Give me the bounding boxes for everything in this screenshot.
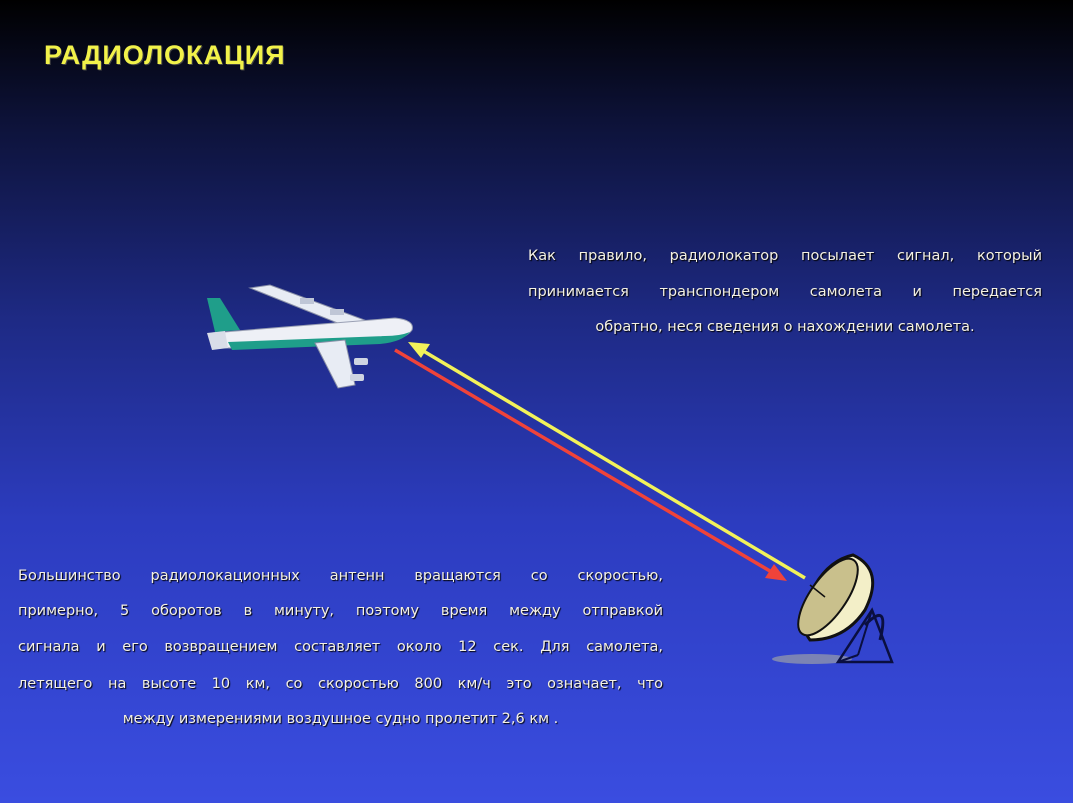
radar-antenna-illustration — [772, 550, 892, 664]
text-line: между измерениями воздушное судно пролетит 2,6 км . — [122, 711, 559, 727]
text-line: сигнала и его возвращением составляет около 12 сек. Для самолета, — [18, 639, 663, 655]
return-signal-arrow — [408, 342, 805, 578]
text-line: Большинство радиолокационных антенн вращаются со скоростью, — [18, 568, 663, 584]
slide-title: РАДИОЛОКАЦИЯ — [44, 40, 286, 70]
text-line: Как правило, радиолокатор посылает сигнал, который — [528, 248, 1042, 264]
outgoing-signal-arrow — [395, 350, 787, 581]
airplane-illustration — [207, 285, 412, 388]
text-line: принимается транспондером самолета и передается — [528, 284, 1042, 300]
text-line: примерно, 5 оборотов в минуту, поэтому время между отправкой — [18, 603, 663, 619]
text-line: обратно, неся сведения о нахождении самолета. — [595, 319, 975, 335]
text-line: летящего на высоте 10 км, со скоростью 800 км/ч это означает, что — [18, 676, 663, 692]
